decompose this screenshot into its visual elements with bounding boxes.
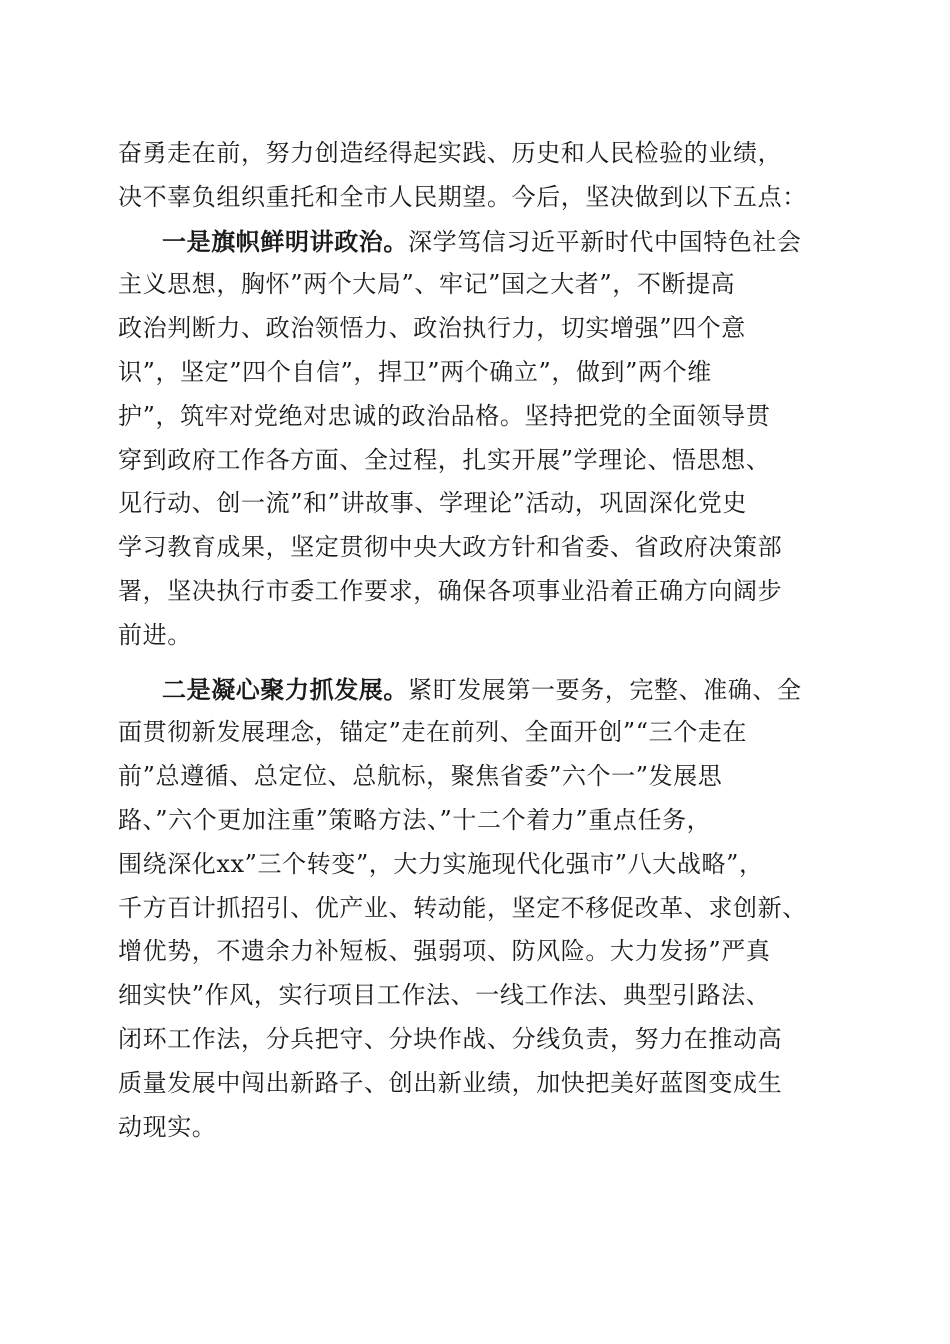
paragraph-line: 见行动、创一流”和”讲故事、学理论”活动，巩固深化党史 bbox=[118, 489, 748, 518]
paragraph-text: 紧盯发展第一要务，完整、准确、全 bbox=[408, 675, 802, 704]
paragraph-line: 学习教育成果，坚定贯彻中央大政方针和省委、省政府决策部 bbox=[118, 533, 783, 562]
paragraph-line: 政治判断力、政治领悟力、政治执行力，切实增强”四个意 bbox=[118, 314, 746, 343]
paragraph-line: 护”，筑牢对党绝对忠诚的政治品格。坚持把党的全面领导贯 bbox=[118, 401, 771, 430]
paragraph-line: 面贯彻新发展理念，锚定”走在前列、全面开创”“三个走在 bbox=[118, 718, 748, 747]
paragraph-line: 前进。 bbox=[118, 620, 192, 649]
paragraph-line: 识”，坚定”四个自信”，捍卫”两个确立”，做到”两个维 bbox=[118, 357, 712, 386]
paragraph-line: 千方百计抓招引、优产业、转动能，坚定不移促改革、求创新、 bbox=[118, 893, 807, 922]
paragraph-lead: 一是旗帜鲜明讲政治。 bbox=[162, 226, 408, 256]
paragraph-line: 穿到政府工作各方面、全过程，扎实开展”学理论、悟思想、 bbox=[118, 445, 771, 474]
paragraph-lead: 二是凝心聚力抓发展。 bbox=[162, 674, 408, 704]
paragraph-line: 围绕深化xx”三个转变”，大力实施现代化强市”八大战略”， bbox=[118, 849, 764, 878]
paragraph-line: 路、”六个更加注重”策略方法、”十二个着力”重点任务， bbox=[118, 805, 712, 834]
paragraph-line: 动现实。 bbox=[118, 1112, 217, 1141]
paragraph-first-line bbox=[118, 668, 838, 712]
paragraph-political bbox=[118, 220, 838, 658]
paragraph-spacer bbox=[118, 658, 838, 668]
paragraph-line: 闭环工作法，分兵把守、分块作战、分线负责，努力在推动高 bbox=[118, 1024, 783, 1053]
paragraph-line: 署，坚决执行市委工作要求，确保各项事业沿着正确方向阔步 bbox=[118, 576, 783, 605]
paragraph-text: 深学笃信习近平新时代中国特色社会 bbox=[408, 227, 802, 256]
paragraph-line: 质量发展中闯出新路子、创出新业绩，加快把美好蓝图变成生 bbox=[118, 1068, 783, 1097]
paragraph-first-line bbox=[118, 220, 838, 264]
paragraph-line: 主义思想，胸怀”两个大局”、牢记”国之大者”，不断提高 bbox=[118, 270, 736, 299]
intro-line: 决不辜负组织重托和全市人民期望。今后，坚决做到以下五点： bbox=[118, 182, 807, 211]
document-body bbox=[118, 132, 838, 1149]
paragraph-line: 前”总遵循、总定位、总航标，聚焦省委”六个一”发展思 bbox=[118, 762, 723, 791]
paragraph-development bbox=[118, 668, 838, 1150]
intro-line: 奋勇走在前，努力创造经得起实践、历史和人民检验的业绩， bbox=[118, 139, 783, 167]
paragraph-line: 增优势，不遗余力补短板、强弱项、防风险。大力发扬”严真 bbox=[118, 937, 771, 966]
paragraph-line: 细实快”作风，实行项目工作法、一线工作法、典型引路法、 bbox=[118, 981, 771, 1010]
